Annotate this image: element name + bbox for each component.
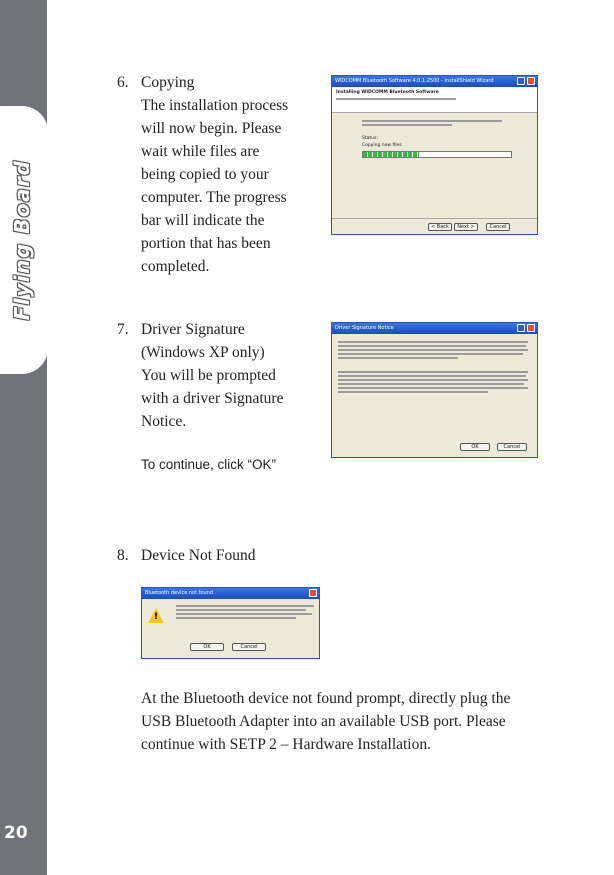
step-number: 8. xyxy=(117,547,129,564)
text-line xyxy=(338,383,524,385)
window-titlebar xyxy=(332,323,537,334)
wizard-body-text xyxy=(362,120,512,128)
step-line: computer. The progress xyxy=(141,189,287,206)
next-button[interactable]: Next > xyxy=(454,223,478,231)
warning-exclamation: ! xyxy=(154,612,159,622)
cancel-button[interactable]: Cancel xyxy=(232,643,266,651)
notice-text xyxy=(338,341,532,395)
text-line xyxy=(338,341,528,343)
window-title: WIDCOMM Bluetooth Software 4.0.1.2500 - InstallShield Wizard xyxy=(335,78,494,84)
close-icon xyxy=(527,77,535,85)
text-line xyxy=(338,345,526,347)
copying-screenshot xyxy=(331,75,538,235)
step-line: The installation process xyxy=(141,97,289,114)
not-found-screenshot xyxy=(141,587,320,659)
step-7 xyxy=(117,318,327,478)
step-line: (Windows XP only) xyxy=(141,344,265,361)
window-title: Bluetooth device not found xyxy=(145,590,213,596)
text-line xyxy=(176,617,296,619)
ok-button[interactable]: OK xyxy=(460,443,490,451)
help-icon xyxy=(517,324,525,332)
back-button[interactable]: < Back xyxy=(428,223,452,231)
progress-fill xyxy=(363,152,419,157)
status-value: Copying new files xyxy=(362,143,402,148)
step-number: 7. xyxy=(117,321,129,338)
step-line: with a driver Signature xyxy=(141,390,284,407)
step-line: You will be prompted xyxy=(141,367,276,384)
cancel-button[interactable]: Cancel xyxy=(497,443,527,451)
minimize-icon xyxy=(517,77,525,85)
window-titlebar xyxy=(142,588,319,599)
section-tab-title: Flying Board xyxy=(10,159,34,321)
step-title: Driver Signature xyxy=(141,321,245,338)
signature-screenshot xyxy=(331,322,538,458)
close-icon xyxy=(527,324,535,332)
page-number: 20 xyxy=(4,823,28,843)
ok-button[interactable]: OK xyxy=(190,643,224,651)
text-line xyxy=(362,124,452,126)
text-line xyxy=(338,379,528,381)
final-paragraph: At the Bluetooth device not found prompt, directly plug the USB Bluetooth Adapter into an available USB port. Please continue with SETP 2 – Hardware Installation. xyxy=(141,690,511,753)
text-line xyxy=(362,120,502,122)
step-6 xyxy=(117,71,327,275)
status-label: Status: xyxy=(362,136,378,141)
step-line: being copied to your xyxy=(141,166,269,183)
window-titlebar xyxy=(332,76,537,87)
text-line xyxy=(338,371,528,373)
close-icon xyxy=(309,589,317,597)
step-line: will now begin. Please xyxy=(141,120,282,137)
step-title: Copying xyxy=(141,74,195,91)
step-line: Notice. xyxy=(141,413,187,430)
text-line xyxy=(336,98,456,100)
progress-bar xyxy=(362,151,512,158)
dialog-text xyxy=(176,605,316,621)
window-title: Driver Signature Notice xyxy=(335,325,394,331)
wizard-heading: Installing WIDCOMM Bluetooth Software xyxy=(336,90,439,95)
text-line xyxy=(338,387,528,389)
cancel-button[interactable]: Cancel xyxy=(486,223,510,231)
text-line xyxy=(338,391,488,393)
step-line: bar will indicate the xyxy=(141,212,265,229)
step-line: completed. xyxy=(141,258,210,275)
text-line xyxy=(338,357,458,359)
text-line xyxy=(176,605,314,607)
step-8 xyxy=(117,544,367,569)
text-line xyxy=(176,613,312,615)
wizard-header xyxy=(332,87,537,113)
step-line: portion that has been xyxy=(141,235,271,252)
step-line: wait while files are xyxy=(141,143,260,160)
text-line xyxy=(176,609,306,611)
text-line xyxy=(338,375,526,377)
step-number: 6. xyxy=(117,74,129,91)
divider xyxy=(332,218,537,219)
text-line xyxy=(338,353,523,355)
step-note: To continue, click “OK” xyxy=(141,457,277,472)
step-title: Device Not Found xyxy=(141,547,256,564)
text-line xyxy=(338,349,528,351)
